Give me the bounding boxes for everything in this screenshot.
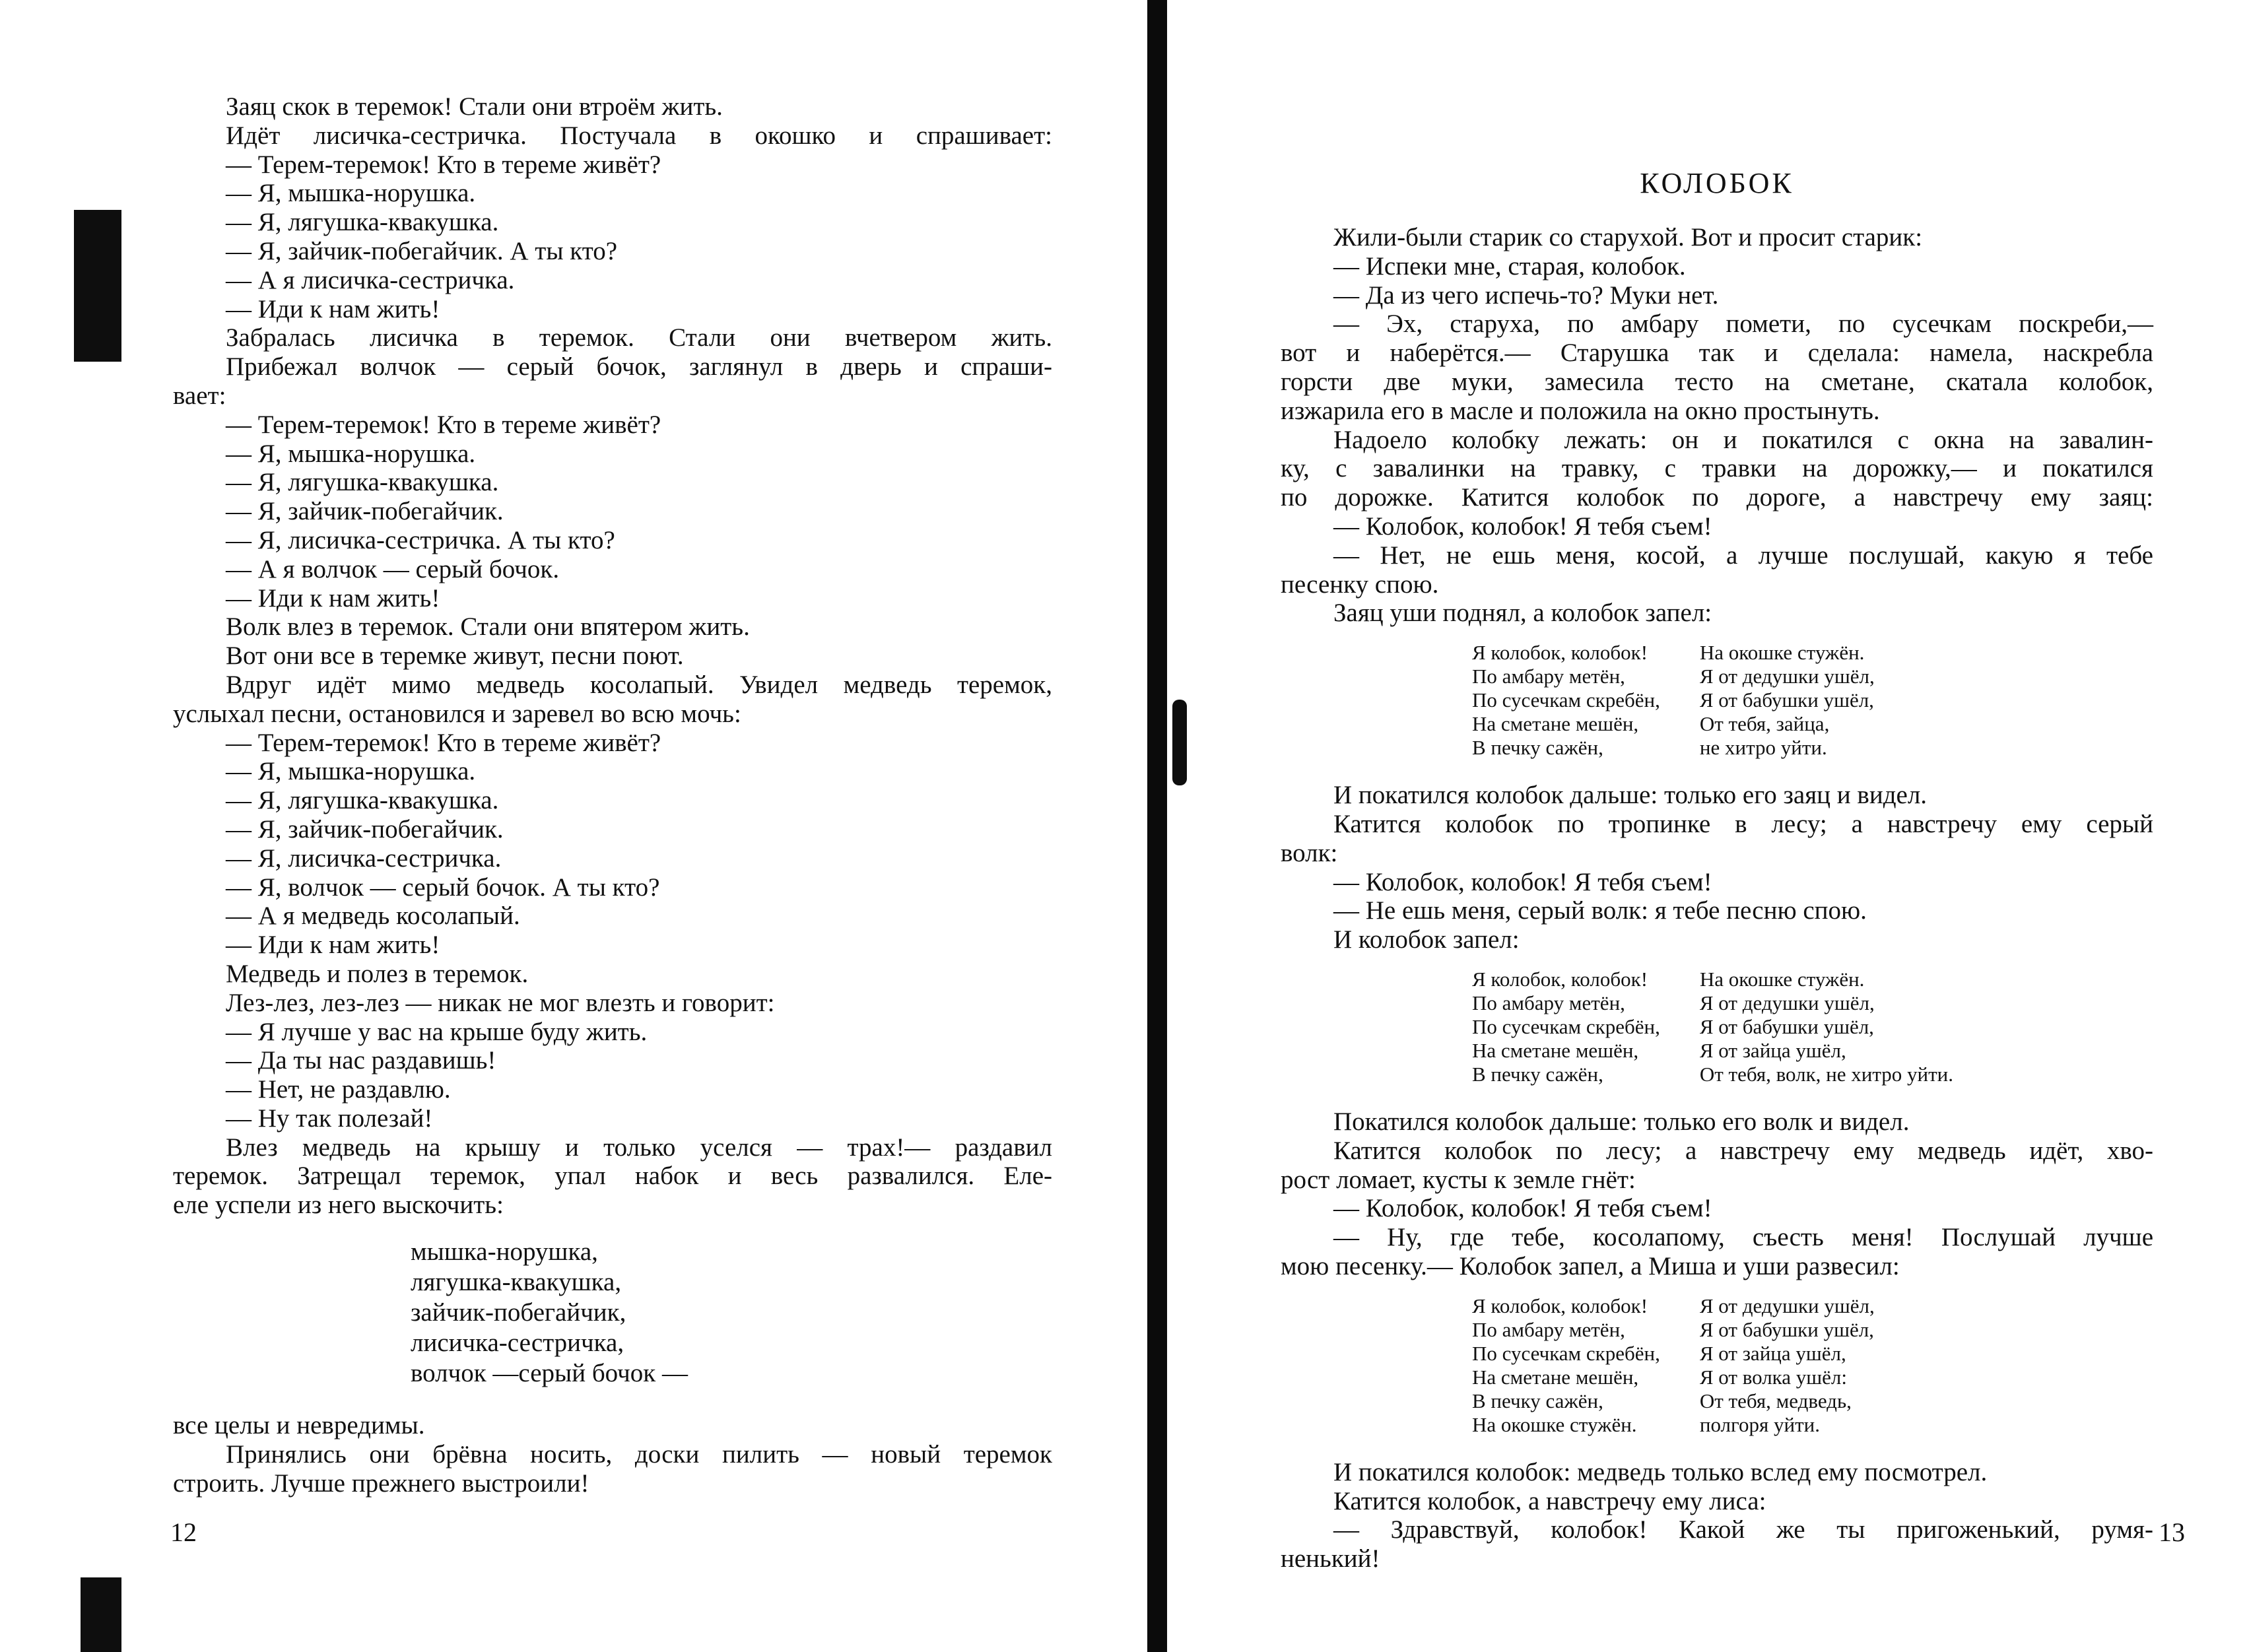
text-line: Забралась лисичка в теремок. Стали они вчетвером жить. bbox=[226, 323, 1052, 352]
left-page-text bbox=[173, 92, 1052, 1498]
text-line: — Я, лисичка-сестричка. bbox=[226, 843, 502, 873]
song-line: От тебя, медведь, bbox=[1699, 1389, 1852, 1412]
text-line: вот и наберётся.— Старушка так и сделала: намела, наскребла bbox=[1281, 339, 2153, 368]
song-line: В печку сажён, bbox=[1472, 1389, 1603, 1412]
text-line: — Я, зайчик-побегайчик. bbox=[226, 497, 504, 526]
song-line: От тебя, волк, не хитро уйти. bbox=[1699, 1062, 1954, 1086]
song-line: По амбару метён, bbox=[1472, 665, 1625, 688]
text-line: Волк влез в теремок. Стали они впятером жить. bbox=[226, 612, 750, 642]
song-line: Я от бабушки ушёл, bbox=[1699, 688, 1874, 712]
text-line: Жили-были старик со старухой. Вот и просит старик: bbox=[1333, 223, 1923, 251]
text-line: Катится колобок, а навстречу ему лиса: bbox=[1333, 1486, 1766, 1515]
text-line: — Да ты нас раздавишь! bbox=[226, 1046, 496, 1075]
text-line: Покатился колобок дальше: только его волк и видел. bbox=[1333, 1107, 1910, 1136]
text-line: Принялись они брёвна носить, доски пилить — новый теремок bbox=[226, 1439, 1052, 1469]
list-item: лягушка-квакушка, bbox=[411, 1268, 622, 1297]
song-column-right bbox=[1700, 641, 1875, 760]
text-line: — Колобок, колобок! Я тебя съем! bbox=[1333, 1194, 1712, 1223]
text-line: Идёт лисичка-сестричка. Постучала в окошко и спрашивает: bbox=[226, 121, 1052, 150]
song-line: полгоря уйти. bbox=[1699, 1412, 1820, 1436]
song-line: В печку сажён, bbox=[1472, 1062, 1603, 1086]
song-line: Я от бабушки ушёл, bbox=[1699, 1014, 1874, 1038]
text-line: рост ломает, кусты к земле гнёт: bbox=[1281, 1165, 1636, 1194]
text-line: — Я, лягушка-квакушка. bbox=[226, 468, 499, 497]
song-line: Я от бабушки ушёл, bbox=[1699, 1317, 1874, 1341]
text-line: — Я, зайчик-побегайчик. А ты кто? bbox=[226, 236, 618, 265]
text-line: — Здравствуй, колобок! Какой же ты пригоженький, румя- bbox=[1333, 1515, 2153, 1544]
text-line: Лез-лез, лез-лез — никак не мог влезть и говорит: bbox=[226, 988, 775, 1017]
text-line: — Иди к нам жить! bbox=[226, 583, 440, 612]
text-line: горсти две муки, замесила тесто на сметане, скатала колобок, bbox=[1281, 367, 2153, 396]
text-line: — Я, волчок — серый бочок. А ты кто? bbox=[226, 873, 660, 902]
song-line: Я от дедушки ушёл, bbox=[1699, 665, 1875, 688]
text-line: — Я, мышка-норушка. bbox=[226, 179, 476, 208]
text-line: — Я, лисичка-сестричка. А ты кто? bbox=[226, 525, 615, 554]
story-title: КОЛОБОК bbox=[1640, 167, 1794, 199]
text-line: — Не ешь меня, серый волк: я тебе песню спою. bbox=[1333, 896, 1867, 925]
text-line: ку, с завалинки на травку, с травки на дорожку,— и покатился bbox=[1281, 454, 2153, 483]
song-line: Я колобок, колобок! bbox=[1472, 967, 1648, 991]
song-line: По сусечкам скребён, bbox=[1472, 1341, 1660, 1365]
text-line: вает: bbox=[173, 381, 226, 410]
text-line: Катится колобок по лесу; а навстречу ему медведь идёт, хво- bbox=[1333, 1136, 2153, 1165]
song-verse bbox=[1281, 1294, 2153, 1437]
text-line: И покатился колобок: медведь только вслед ему посмотрел. bbox=[1333, 1457, 1988, 1486]
text-line: Влез медведь на крышу и только уселся — трах!— раздавил bbox=[226, 1133, 1052, 1162]
text-line: — Ну так полезай! bbox=[226, 1104, 433, 1133]
list-item: зайчик-побегайчик, bbox=[411, 1298, 626, 1327]
text-line: — Я, лягушка-квакушка. bbox=[226, 208, 499, 237]
song-line: По сусечкам скребён, bbox=[1472, 1014, 1660, 1038]
text-line: — Нет, не раздавлю. bbox=[226, 1075, 451, 1104]
list-item: лисичка-сестричка, bbox=[411, 1329, 624, 1358]
song-line: По сусечкам скребён, bbox=[1472, 688, 1660, 712]
text-line: — Терем-теремок! Кто в тереме живёт? bbox=[226, 150, 661, 179]
text-line: песенку спою. bbox=[1281, 570, 1439, 599]
text-line: — Ну, где тебе, косолапому, съесть меня! Послушай лучше bbox=[1333, 1223, 2153, 1252]
song-column-right bbox=[1700, 1294, 1875, 1437]
text-line: мою песенку.— Колобок запел, а Миша и уши развесил: bbox=[1281, 1251, 1900, 1280]
text-line: И колобок запел: bbox=[1333, 925, 1520, 954]
text-line: — А я медведь косолапый. bbox=[226, 902, 520, 931]
text-line: услыхал песни, остановился и заревел во всю мочь: bbox=[173, 699, 741, 728]
text-line: Вдруг идёт мимо медведь косолапый. Увидел медведь теремок, bbox=[226, 670, 1052, 699]
text-line: — Я, лягушка-квакушка. bbox=[226, 786, 499, 815]
text-line: Заяц уши поднял, а колобок запел: bbox=[1333, 599, 1712, 628]
song-column-left bbox=[1472, 1294, 1660, 1437]
survivors-list bbox=[411, 1237, 1052, 1389]
text-line: И покатился колобок дальше: только его заяц и видел. bbox=[1333, 781, 1928, 810]
text-line: строить. Лучше прежнего выстроили! bbox=[173, 1469, 589, 1498]
song-line: По амбару метён, bbox=[1472, 991, 1625, 1014]
text-line: — Эх, старуха, по амбару помети, по сусечкам поскреби,— bbox=[1333, 310, 2153, 339]
text-line: ненький! bbox=[1281, 1544, 1380, 1573]
text-line: изжарила его в масле и положила на окно простынуть. bbox=[1281, 396, 1880, 425]
song-line: От тебя, зайца, bbox=[1699, 712, 1830, 736]
song-line: Я от зайца ушёл, bbox=[1699, 1341, 1846, 1365]
text-line: — Испеки мне, старая, колобок. bbox=[1333, 251, 1686, 281]
text-line: — Я, мышка-норушка. bbox=[226, 439, 476, 468]
song-line: В печку сажён, bbox=[1472, 736, 1603, 760]
song-line: Я от дедушки ушёл, bbox=[1699, 1294, 1875, 1317]
right-page bbox=[1182, 0, 2249, 1652]
list-item: волчок —серый бочок — bbox=[411, 1359, 688, 1388]
song-column-left bbox=[1472, 968, 1660, 1086]
text-line: Заяц скок в теремок! Стали они втроём жить. bbox=[226, 92, 723, 121]
text-line: Прибежал волчок — серый бочок, заглянул в дверь и спраши- bbox=[226, 352, 1052, 381]
right-page-text bbox=[1281, 150, 2153, 1573]
text-line: — Нет, не ешь меня, косой, а лучше послушай, какую я тебе bbox=[1333, 541, 2153, 570]
text-line: — Иди к нам жить! bbox=[226, 931, 440, 960]
text-line: — Колобок, колобок! Я тебя съем! bbox=[1333, 867, 1712, 896]
text-line: по дорожке. Катится колобок по дороге, а навстречу ему заяц: bbox=[1281, 483, 2153, 512]
text-line: теремок. Затрещал теремок, упал набок и весь развалился. Еле- bbox=[173, 1162, 1052, 1191]
text-line: Катится колобок по тропинке в лесу; а навстречу ему серый bbox=[1333, 809, 2153, 838]
text-line: все целы и невредимы. bbox=[173, 1411, 425, 1440]
book-gutter bbox=[1147, 0, 1167, 1652]
text-line: еле успели из него выскочить: bbox=[173, 1191, 504, 1220]
song-line: Я от волка ушёл: bbox=[1699, 1365, 1847, 1389]
page-number-left: 12 bbox=[170, 1517, 197, 1547]
song-line: На сметане мешён, bbox=[1472, 712, 1639, 736]
song-verse bbox=[1281, 968, 2153, 1086]
text-line: — Иди к нам жить! bbox=[226, 294, 440, 323]
song-line: Я от зайца ушёл, bbox=[1699, 1038, 1846, 1062]
song-line: На окошке стужён. bbox=[1699, 641, 1865, 665]
song-line: На окошке стужён. bbox=[1699, 967, 1865, 991]
song-line: По амбару метён, bbox=[1472, 1317, 1625, 1341]
page-number-right: 13 bbox=[2159, 1517, 2185, 1547]
song-line: Я колобок, колобок! bbox=[1472, 1294, 1648, 1317]
song-line: Я колобок, колобок! bbox=[1472, 641, 1648, 665]
text-line: — Терем-теремок! Кто в тереме живёт? bbox=[226, 728, 661, 757]
list-item: мышка-норушка, bbox=[411, 1238, 598, 1267]
song-column-right bbox=[1700, 968, 1953, 1086]
song-verse bbox=[1281, 641, 2153, 760]
text-line: — А я лисичка-сестричка. bbox=[226, 265, 515, 294]
text-line: — Терем-теремок! Кто в тереме живёт? bbox=[226, 410, 661, 439]
song-line: не хитро уйти. bbox=[1699, 736, 1827, 760]
text-line: — Я лучше у вас на крыше буду жить. bbox=[226, 1017, 648, 1046]
text-line: — Я, мышка-норушка. bbox=[226, 757, 476, 786]
text-line: Вот они все в теремке живут, песни поют. bbox=[226, 642, 684, 671]
song-line: На сметане мешён, bbox=[1472, 1038, 1639, 1062]
song-line: Я от дедушки ушёл, bbox=[1699, 991, 1875, 1014]
text-line: Медведь и полез в теремок. bbox=[226, 959, 529, 988]
text-line: Надоело колобку лежать: он и покатился с окна на завалин- bbox=[1333, 425, 2153, 454]
text-line: — Колобок, колобок! Я тебя съем! bbox=[1333, 512, 1712, 541]
text-line: — Да из чего испечь-то? Муки нет. bbox=[1333, 281, 1719, 310]
text-line: — А я волчок — серый бочок. bbox=[226, 554, 560, 583]
song-line: На окошке стужён. bbox=[1472, 1412, 1637, 1436]
song-column-left bbox=[1472, 641, 1660, 760]
text-line: волк: bbox=[1281, 838, 1338, 867]
text-line: — Я, зайчик-побегайчик. bbox=[226, 814, 504, 843]
song-line: На сметане мешён, bbox=[1472, 1365, 1639, 1389]
